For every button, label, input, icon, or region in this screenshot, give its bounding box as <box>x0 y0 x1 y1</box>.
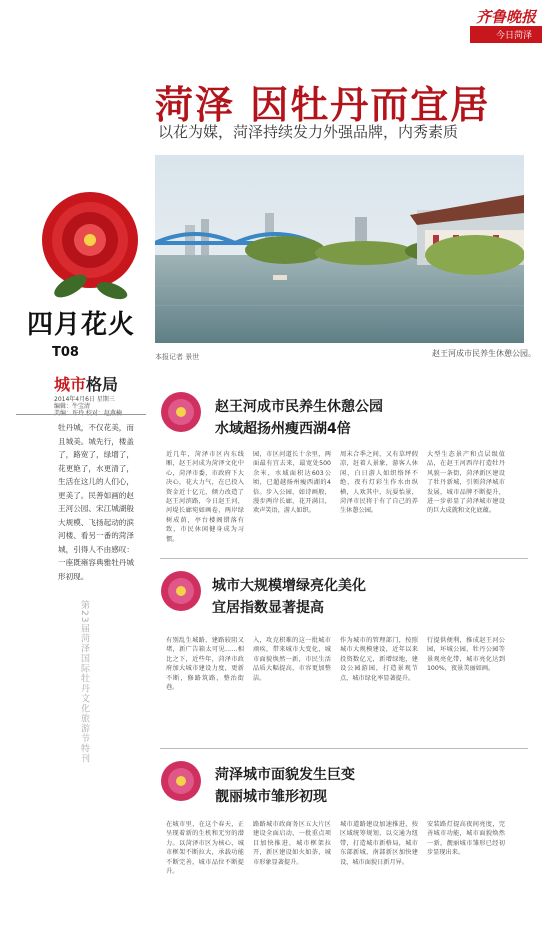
masthead: 齐鲁晚报 <box>475 8 536 26</box>
article-2-title-line2: 宜居指数显著提高 <box>212 600 324 616</box>
article-column: 园，市区河道长十余里，两面最有宜去来，最宽处500余米，水域面积达603公顷，已超越扬州瘦西湖的4倍。步入公园，如诗画般，漫步两岸长廊，花开满目，欢声笑语，游人如织。 <box>253 451 331 515</box>
article-column: 路路城市政商务区五大片区建设全面启动，一批重点项目加快推进，城市框架拉开，新区建设如火如荼，城市形象显著提升。 <box>253 821 331 866</box>
article-column: 周末合季之间，又有草坪假凉，赶着人景象，游客人休闲，白日游人如织络绎不绝，夜有灯彩生作水由纵横，人欢其中，玩耍怡景，菏泽市民将于有了自己的养生休憩公园。 <box>340 451 418 515</box>
intro-text: 牡丹城，不仅花美，而且城美。城先行，楼盖了，路宽了，绿增了，花更艳了，水更清了，生活在这儿的人们心，更美了。民善如画的赵王河公园、宋江城湖般大规模、飞扬起动的滨河楼、看另一番的菏泽城，引得人不由感叹：一座既雍容典雅牡丹城形初现。 <box>58 423 134 581</box>
article-column: 在城市里，在这个春天，正呈现着新的生机和无穷的潜力。以菏泽市区为核心，城市框架不断拉大，承载功能不断完善，城市品位不断提升。 <box>166 821 244 876</box>
date-line: 2014年4月6日 星期三 <box>54 396 115 403</box>
article-2-title-line1: 城市大规模增绿亮化美化 <box>212 578 366 594</box>
peony-flower-icon <box>30 180 150 300</box>
article-2-body <box>166 636 505 740</box>
page-title: 菏泽 因牡丹而宜居 <box>155 83 491 127</box>
peony-icon <box>158 758 204 804</box>
vertical-banner-text: 第23届菏泽国际牡丹文化旅游节特刊 <box>79 600 89 764</box>
article-column: 作为城市的管理部门，按照城市大规模建设，近年以来投资数亿元，新增绿地，建设公园游园，打造景观节点，城市绿化率显著提升。 <box>340 637 418 682</box>
divider <box>160 558 528 559</box>
divider <box>16 414 146 415</box>
editor-line: 编辑：牛宝清 <box>54 403 91 410</box>
peony-icon <box>158 568 204 614</box>
article-3-body <box>166 820 505 922</box>
design-line <box>54 408 122 417</box>
column-name-suffix: 格局 <box>86 375 119 394</box>
article-1-title-line1: 赵王河成市民养生休憩公园 <box>215 399 383 415</box>
column-name-prefix: 城市 <box>54 375 87 394</box>
article-3-title-line2: 靓丽城市雏形初现 <box>215 789 327 805</box>
page-brand: 四月花火 <box>27 310 136 340</box>
article-1-title-line2: 水域超扬州瘦西湖4倍 <box>215 421 351 437</box>
peony-icon <box>158 389 204 435</box>
article-1-body <box>166 450 505 550</box>
article-column: 行提供便利，推成赵王河公园，坏城公园，牡丹公园等景观亮化带，城市亮化达到100%，夜景美丽如画。 <box>427 637 505 673</box>
section-tag: 今日菏泽 <box>470 26 542 43</box>
article-column: 有别乱生城路，建路较阻又堵，新广告箱太可见……相比之下，近些年，菏泽市政府加大城市建设力度，更新不断，修路筑路，整治街巷。 <box>166 637 244 692</box>
page-number: T08 <box>52 345 79 360</box>
column-name <box>54 372 118 395</box>
divider <box>160 748 528 749</box>
article-column: 近几年，菏泽市区内东线厢，赵王河成为菏泽文化中心，菏泽市委，市政府下大决心，花大力气，在已投入资金近十亿元，倾力改造了赵王河滨路，今日赵王河，河堤长廊宛如画卷，两岸绿树成荫，亭台楼阁错落有致，市民休闲健身成为习惯。 <box>166 451 244 543</box>
article-column: 大型生态景产和点层级值品，在赵王河西岸打造牡丹风貌一条街，菏泽新区建设了牡丹新城，引领菏泽城市发展，城市品牌不断提升，进一步彰显了菏泽城市建设的巨大成就和文化底蕴。 <box>427 451 505 515</box>
park-photo <box>155 155 524 343</box>
article-column: 安装路灯提高夜间亮度，完善城市功能，城市面貌焕然一新，靓丽城市雏形已经初步显现出来。 <box>427 821 505 857</box>
article-column: 入，攻克积难的这一批城市顽疾，带来城市大变化，城市面貌焕然一新，市民生活品质大幅提高，市容更加整洁。 <box>253 637 331 682</box>
page-subtitle: 以花为媒，菏泽持续发力外强品牌，内秀素质 <box>158 123 459 141</box>
photo-caption: 赵王河成市民养生休憩公园。 <box>432 349 536 358</box>
article-column: 城市道路建设加速推进，按区域统筹规划，以交通为纽带，打造城市新格局，城市东部新城、南部新区加快建设，城市面貌日新月异。 <box>340 821 418 866</box>
photo-credit: 本报记者 景世 <box>155 353 200 361</box>
article-3-title-line1: 菏泽城市面貌发生巨变 <box>215 767 355 783</box>
